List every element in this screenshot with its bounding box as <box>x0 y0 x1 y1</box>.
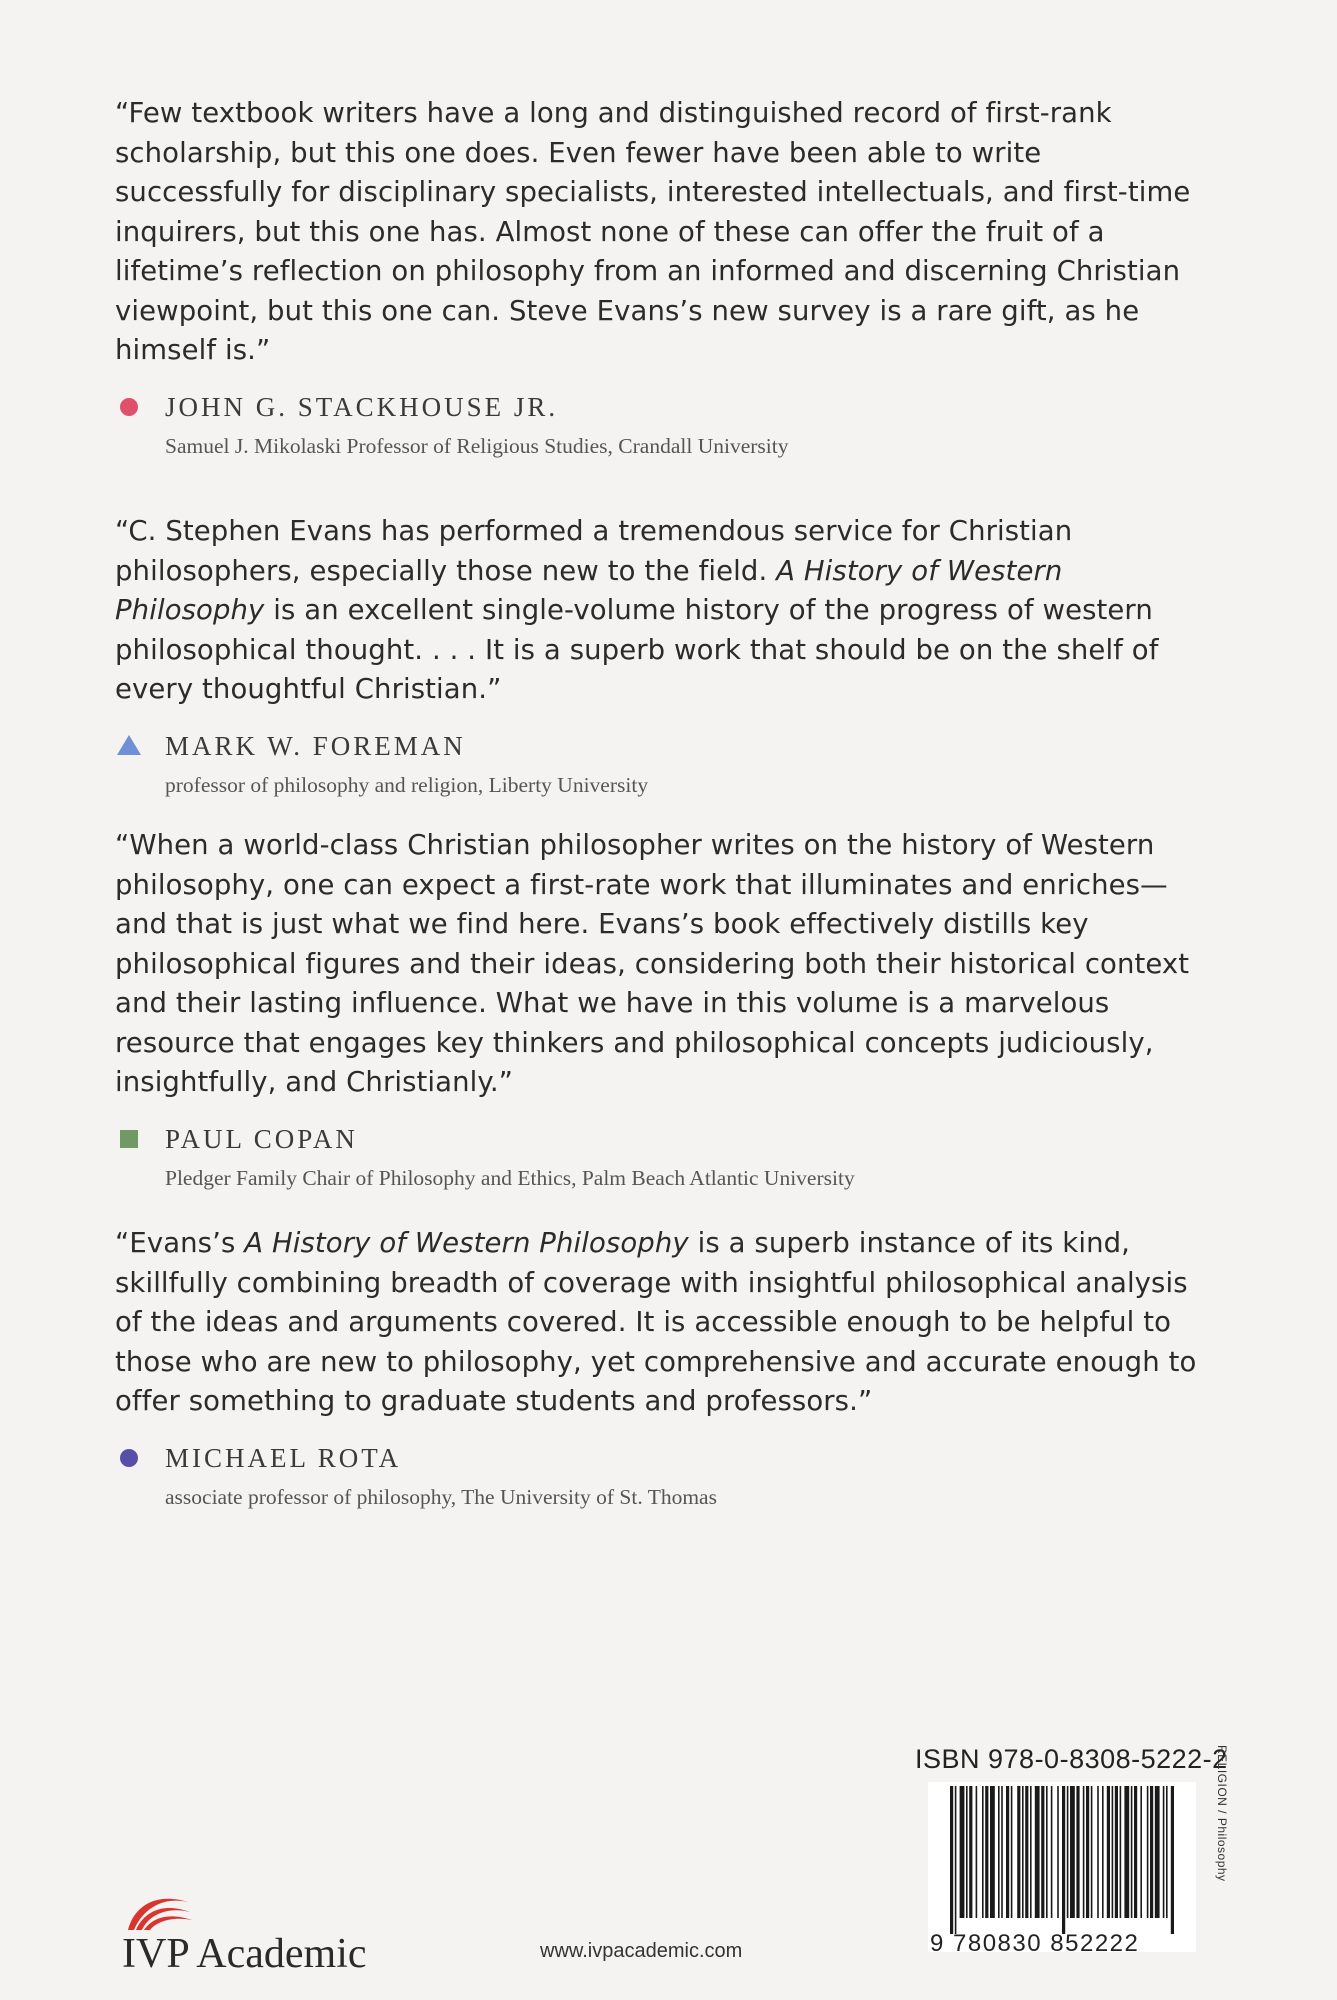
category-label: RELIGION / Philosophy <box>1215 1745 1229 1882</box>
quote-text: “C. Stephen Evans has performed a tremendous service for Christian philosophers, especially those new to the field. <box>115 515 1073 587</box>
blurb-attribution <box>115 389 1200 461</box>
blurb-quote <box>115 1224 1200 1422</box>
book-title: A History of Western Philosophy <box>244 1227 689 1259</box>
quote-text: is a superb instance of its kind, skillfully combining breadth of coverage with insightful philosophical analysis of the ideas and arguments covered. It is accessible enough to be helpful to those who are new to philosophy, yet comprehensive and accurate enough to offer something to graduate students and professors.” <box>115 1227 1197 1417</box>
blurb-quote: “Few textbook writers have a long and distinguished record of first-rank scholarship, but this one does. Even fewer have been able to write successfully for disciplinary specialists, interested intellectuals, and first-time inquirers, but this one has. Almost none of these can offer the fruit of a lifetime’s reflection on philosophy from an informed and discerning Christian viewpoint, but this one can. Steve Evans’s new survey is a rare gift, as he himself is.” <box>115 97 1191 366</box>
circle-bullet-icon <box>120 398 138 416</box>
quote-text: “Evans’s <box>115 1227 245 1259</box>
publisher-name: IVP Academic <box>122 1931 367 1977</box>
endorser-name: JOHN G. STACKHOUSE JR. <box>165 391 559 422</box>
blurb-rota <box>115 1224 1200 1512</box>
endorser-affiliation: Samuel J. Mikolaski Professor of Religious Studies, Crandall University <box>165 433 789 458</box>
endorser-affiliation: Pledger Family Chair of Philosophy and Ethics, Palm Beach Atlantic University <box>165 1165 855 1190</box>
endorser-name: MARK W. FOREMAN <box>165 730 466 761</box>
barcode <box>928 1782 1196 1952</box>
publisher-swoosh-icon <box>126 1888 196 1932</box>
blurb-attribution <box>115 1440 1200 1512</box>
barcode-bars-icon <box>950 1786 1176 1934</box>
square-bullet-icon <box>120 1130 138 1148</box>
isbn-label: ISBN 978-0-8308-5222-2 <box>915 1744 1228 1774</box>
endorser-affiliation: associate professor of philosophy, The University of St. Thomas <box>165 1484 717 1509</box>
endorser-affiliation: professor of philosophy and religion, Liberty University <box>165 772 649 797</box>
blurb-attribution <box>115 1121 1200 1193</box>
blurb-quote: “When a world-class Christian philosopher writes on the history of Western philosophy, one can expect a first-rate work that illuminates and enriches—and that is just what we find here. Evans’s book effectively distills key philosophical figures and their ideas, considering both their historical context and their lasting influence. What we have in this volume is a marvelous resource that engages key thinkers and philosophical concepts judiciously, insightfully, and Christianly.” <box>115 829 1190 1098</box>
barcode-digits: 9 780830 852222 <box>930 1930 1140 1957</box>
publisher-logo <box>122 1888 402 1978</box>
endorser-name: PAUL COPAN <box>165 1123 358 1154</box>
triangle-bullet-icon <box>117 735 141 755</box>
publisher-website[interactable]: www.ivpacademic.com <box>540 1940 743 1962</box>
blurb-stackhouse <box>115 94 1200 461</box>
blurb-quote <box>115 512 1200 710</box>
book-title: A History of Western Philosophy <box>115 554 1063 626</box>
circle-bullet-icon <box>120 1449 138 1467</box>
blurb-copan <box>115 826 1200 1193</box>
quote-text: is an excellent single-volume history of the progress of western philosophical thought. . . . It is a superb work that should be on the shelf of every thoughtful Christian.” <box>115 594 1159 705</box>
blurb-attribution <box>115 728 1200 800</box>
blurb-foreman <box>115 512 1200 800</box>
endorser-name: MICHAEL ROTA <box>165 1442 402 1473</box>
